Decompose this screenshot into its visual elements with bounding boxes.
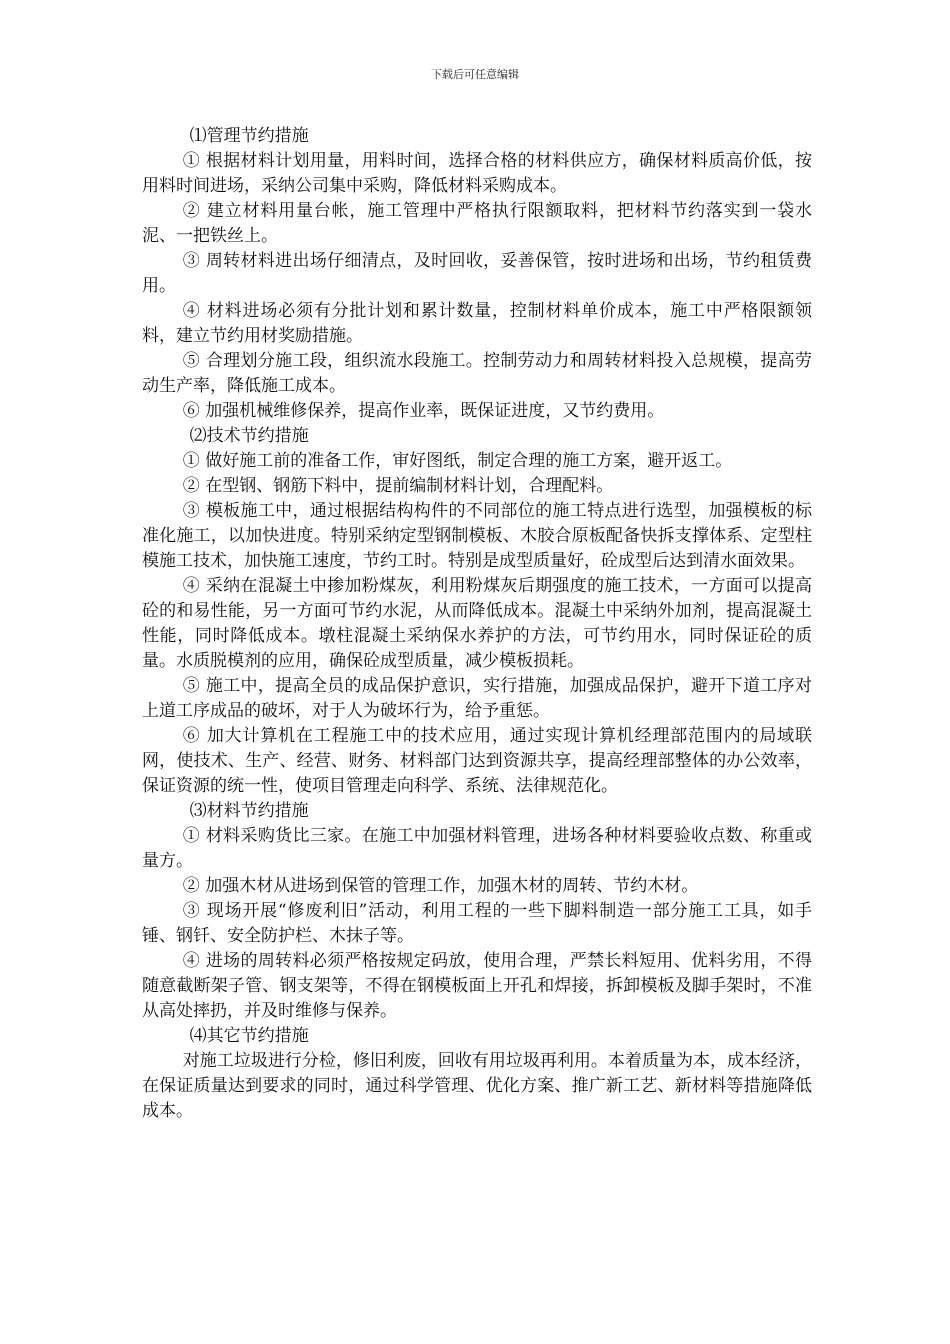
paragraph: ④ 采纳在混凝土中掺加粉煤灰，利用粉煤灰后期强度的施工技术，一方面可以提高砼的和易性能，另一方面可节约水泥，从而降低成本。混凝土中采纳外加剂，提高混凝土性能，同时降低成本。墩柱混凝土采纳保水养护的方法，可节约用水，同时保证砼的质量。水质脱模剂的应用，确保砼成型质量，减少模板损耗。 [142,576,812,671]
paragraph: 对施工垃圾进行分检，修旧利废，回收有用垃圾再利用。本着质量为本，成本经济，在保证质量达到要求的同时，通过科学管理、优化方案、推广新工艺、新材料等措施降低成本。 [142,1051,812,1121]
paragraph: ③ 周转材料进出场仔细清点，及时回收，妥善保管，按时进场和出场，节约租赁费用。 [142,251,812,296]
section-heading: ⑵技术节约措施 [189,426,309,446]
paragraph: ⑤ 合理划分施工段，组织流水段施工。控制劳动力和周转材料投入总规模，提高劳动生产率，降低施工成本。 [142,351,812,396]
paragraph: ② 加强木材从进场到保管的管理工作，加强木材的周转、节约木材。 [182,876,699,896]
paragraph: ② 在型钢、钢筋下料中，提前编制材料计划，合理配料。 [182,476,614,496]
paragraph: ⑥ 加大计算机在工程施工中的技术应用，通过实现计算机经理部范围内的局域联网，使技术、生产、经营、财务、材料部门达到资源共享，提高经理部整体的办公效率，保证资源的统一性，使项目管理走向科学、系统、法律规范化。 [142,726,812,796]
paragraph: ③ 现场开展“修废利旧”活动，利用工程的一些下脚料制造一部分施工工具，如手锤、钢钎、安全防护栏、木抹子等。 [142,901,812,946]
page-header: 下载后可任意编辑 [431,68,519,81]
paragraph: ① 材料采购货比三家。在施工中加强材料管理，进场各种材料要验收点数、称重或量方。 [142,826,812,871]
section-heading: ⑶材料节约措施 [189,801,309,821]
paragraph: ④ 进场的周转料必须严格按规定码放，使用合理，严禁长料短用、优料劣用，不得随意截断架子管、钢支架等，不得在钢模板面上开孔和焊接，拆卸模板及脚手架时，不准从高处摔扔，并及时维修与保养。 [142,951,812,1021]
section-heading: ⑷其它节约措施 [189,1026,309,1046]
paragraph: ① 做好施工前的准备工作，审好图纸，制定合理的施工方案，避开返工。 [182,451,733,471]
document-body [142,124,812,1124]
paragraph: ④ 材料进场必须有分批计划和累计数量，控制材料单价成本，施工中严格限额领料，建立节约用材奖励措施。 [142,301,812,346]
paragraph: ② 建立材料用量台帐，施工管理中严格执行限额取料，把材料节约落实到一袋水泥、一把铁丝上。 [142,201,812,246]
paragraph: ⑤ 施工中，提高全员的成品保护意识，实行措施，加强成品保护，避开下道工序对上道工序成品的破坏，对于人为破坏行为，给予重惩。 [142,676,812,721]
paragraph: ⑥ 加强机械维修保养，提高作业率，既保证进度，又节约费用。 [182,401,665,421]
paragraph: ③ 模板施工中，通过根据结构构件的不同部位的施工特点进行选型，加强模板的标准化施工，以加快进度。特别采纳定型钢制模板、木胶合原板配备快拆支撑体系、定型柱模施工技术，加快施工速度，节约工时。特别是成型质量好，砼成型后达到清水面效果。 [142,501,812,571]
paragraph: ① 根据材料计划用量，用料时间，选择合格的材料供应方，确保材料质高价低，按用料时间进场，采纳公司集中采购，降低材料采购成本。 [142,151,812,196]
section-heading: ⑴管理节约措施 [189,126,309,146]
